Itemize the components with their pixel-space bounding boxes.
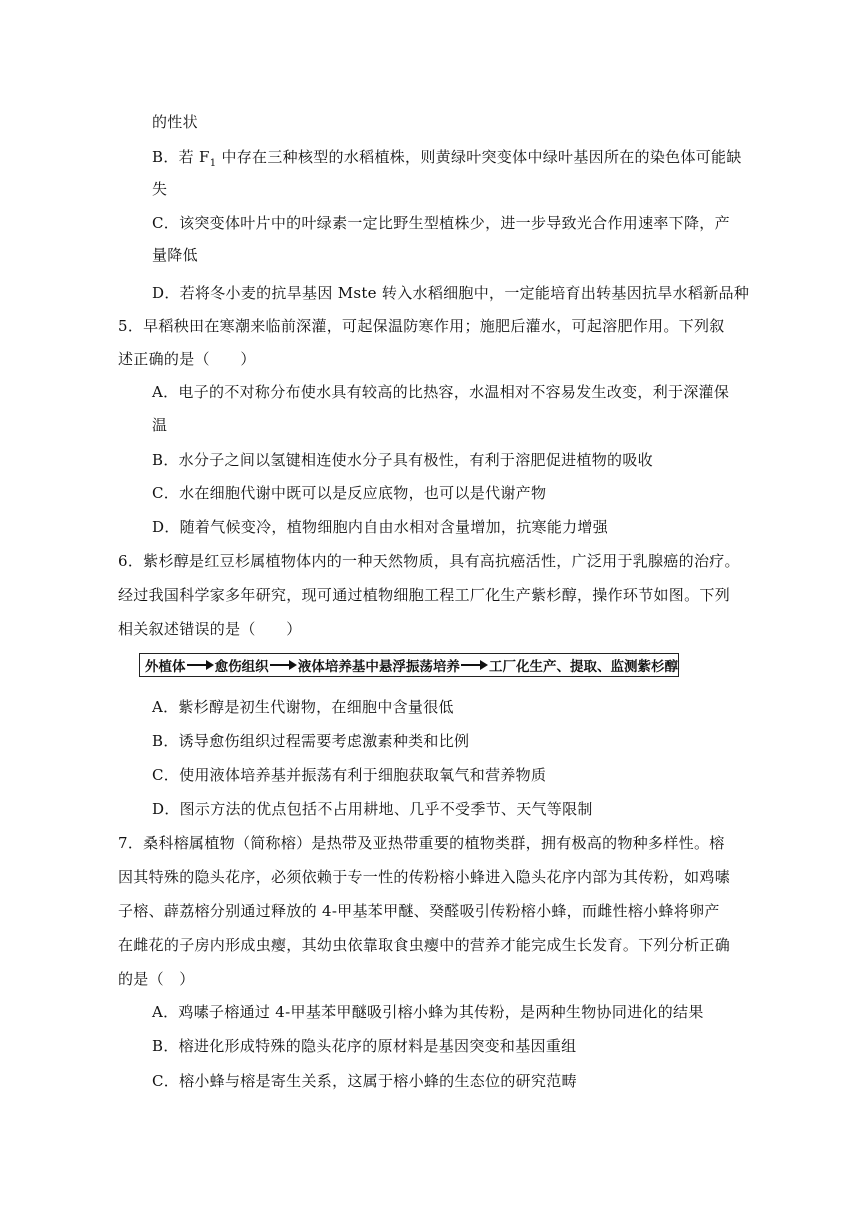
q6-option-b: B．诱导愈伤组织过程需要考虑激素种类和比例 [152,732,470,750]
q5-stem-cont: 述正确的是（ ） [118,350,256,368]
flow-step-suspension-culture: 液体培养基中悬浮振荡培养 [297,659,460,675]
q7-stem: 7．桑科榕属植物（简称榕）是热带及亚热带重要的植物类群，拥有极高的物种多样性。榕 [118,834,725,852]
flow-step-production: 工厂化生产、提取、监测紫杉醇 [489,659,679,675]
q7-option-a: A．鸡嗉子榕通过 4-甲基苯甲醚吸引榕小蜂为其传粉，是两种生物协同进化的结果 [152,1003,704,1021]
q7-stem-cont1: 因其特殊的隐头花序，必须依赖于专一性的传粉榕小蜂进入隐头花序内部为其传粉，如鸡嗉 [118,868,731,886]
q5-option-c: C．水在细胞代谢中既可以是反应底物，也可以是代谢产物 [152,484,547,502]
q4-option-b: B．若 $F_1$ 中存在三种核型的水稻植株，则黄绿叶突变体中绿叶基因所在的染色体可能缺 [152,148,742,169]
q4-option-c-cont: 量降低 [152,246,198,264]
q5-option-a-cont: 温 [152,416,168,434]
q6-option-a: A．紫杉醇是初生代谢物，在细胞中含量很低 [152,698,454,716]
process-flow-diagram [139,653,679,677]
arrow-icon [270,660,297,670]
q6-option-c: C．使用液体培养基并振荡有利于细胞获取氧气和营养物质 [152,766,547,784]
flow-step-callus: 愈伤组织 [214,659,269,675]
q6-option-d: D．图示方法的优点包括不占用耕地、几乎不受季节、天气等限制 [152,800,593,818]
q6-stem: 6．紫杉醇是红豆杉属植物体内的一种天然物质，具有高抗癌活性，广泛用于乳腺癌的治疗。 [118,552,740,570]
q7-stem-cont2: 子榕、薜荔榕分别通过释放的 4-甲基苯甲醚、癸醛吸引传粉榕小蜂，而雌性榕小蜂将卵产 [118,902,720,920]
q4-option-b-cont: 失 [152,180,168,198]
arrow-icon [461,660,488,670]
q6-stem-cont2: 相关叙述错误的是（ ） [118,620,302,638]
q4-option-d: D．若将冬小麦的抗旱基因 Mste 转入水稻细胞中，一定能培育出转基因抗旱水稻新品种 [152,284,750,302]
q5-stem: 5．早稻秧田在寒潮来临前深灌，可起保温防寒作用；施肥后灌水，可起溶肥作用。下列叙 [118,317,725,335]
flow-step-explant: 外植体 [145,659,186,675]
q7-option-c: C．榕小蜂与榕是寄生关系，这属于榕小蜂的生态位的研究范畴 [152,1072,577,1090]
q7-option-b: B．榕进化形成特殊的隐头花序的原材料是基因突变和基因重组 [152,1037,577,1055]
q6-stem-cont1: 经过我国科学家多年研究，现可通过植物细胞工程工厂化生产紫杉醇，操作环节如图。下列 [118,586,731,604]
q7-stem-cont4: 的是（ ） [118,970,195,988]
arrow-icon [187,660,214,670]
q7-stem-cont3: 在雌花的子房内形成虫瘿，其幼虫依靠取食虫瘿中的营养才能完成生长发育。下列分析正确 [118,936,731,954]
q4-option-c: C．该突变体叶片中的叶绿素一定比野生型植株少，进一步导致光合作用速率下降，产 [152,214,730,232]
q5-option-b: B．水分子之间以氢键相连使水分子具有极性，有利于溶肥促进植物的吸收 [152,451,653,469]
q5-option-a: A．电子的不对称分布使水具有较高的比热容，水温相对不容易发生改变，利于深灌保 [152,383,730,401]
q4-continuation: 的性状 [152,113,198,131]
q5-option-d: D．随着气候变冷，植物细胞内自由水相对含量增加，抗寒能力增强 [152,518,609,536]
